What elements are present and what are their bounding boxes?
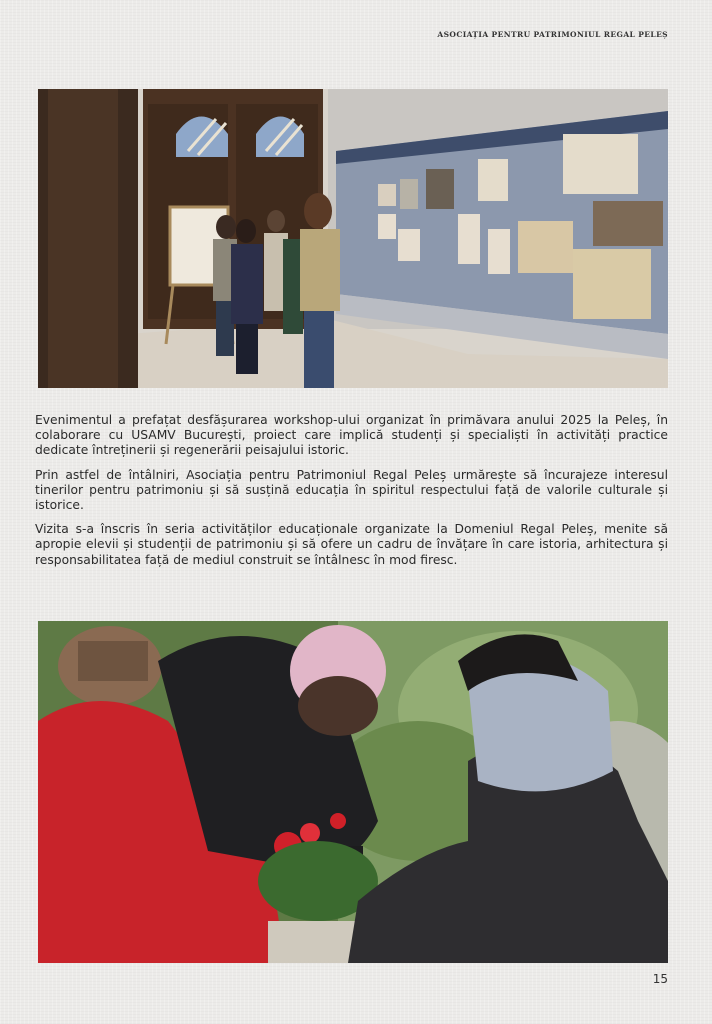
planting-photo-illustration xyxy=(38,621,668,963)
page-number: 15 xyxy=(652,972,668,986)
exhibition-photo xyxy=(38,89,668,388)
paragraph-1: Evenimentul a prefațat desfășurarea workshop-ului organizat în primăvara anului 2025 la Peleș, în colaborare cu USAMV București, proiect care implică studenți și specialiști în activități practice dedicate întreținerii și regenerării peisajului istoric. xyxy=(35,413,668,458)
exhibition-photo-illustration xyxy=(38,89,668,388)
planting-photo xyxy=(38,621,668,963)
article-body xyxy=(35,413,668,577)
paragraph-3: Vizita s-a înscris în seria activităților educaționale organizate la Domeniul Regal Peleș, menite să apropie elevii și studenții de patrimoniu și să ofere un cadru de învățare în care istoria, arhitectura și responsabilitatea față de mediul construit se întâlnesc în mod firesc. xyxy=(35,522,668,567)
publication-header: ASOCIAȚIA PENTRU PATRIMONIUL REGAL PELEȘ xyxy=(437,30,668,39)
paragraph-2: Prin astfel de întâlniri, Asociația pentru Patrimoniul Regal Peleș urmărește să încurajeze interesul tinerilor pentru patrimoniu și să susțină educația în spiritul respectului față de valorile culturale și istorice. xyxy=(35,467,668,513)
